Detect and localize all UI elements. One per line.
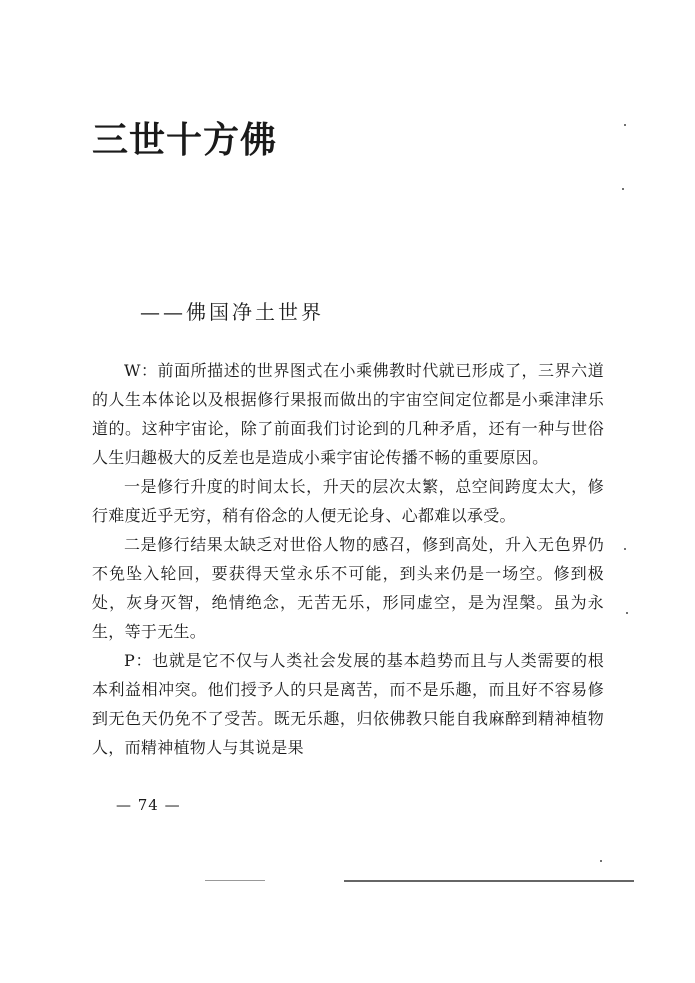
paragraph: 二是修行结果太缺乏对世俗人物的感召，修到高处，升入无色界仍不免坠入轮回，要获得天堂永乐不可能，到头来仍是一场空。修到极处，灰身灭智，绝情绝念，无苦无乐，形同虚空，是为涅槃。虽为永生，等于无生。 [92, 535, 604, 641]
body-text [92, 356, 604, 762]
scan-line [344, 880, 634, 882]
chapter-subtitle: ——佛国净土世界 [140, 300, 324, 324]
scan-line [205, 880, 265, 881]
scan-speck [624, 548, 626, 550]
page-number: — 74 — [116, 796, 181, 814]
paragraph: P：也就是它不仅与人类社会发展的基本趋势而且与人类需要的根本利益相冲突。他们授予人的只是离苦，而不是乐趣，而且好不容易修到无色天仍免不了受苦。既无乐趣，归依佛教只能自我麻醉到精神植物人，而精神植物人与其说是果 [92, 651, 604, 757]
paragraph: W：前面所描述的世界图式在小乘佛教时代就已形成了，三界六道的人生本体论以及根据修行果报而做出的宇宙空间定位都是小乘津津乐道的。这种宇宙论，除了前面我们讨论到的几种矛盾，还有一种与世俗人生归趣极大的反差也是造成小乘宇宙论传播不畅的重要原因。 [92, 361, 604, 467]
chapter-title: 三世十方佛 [92, 120, 278, 161]
scan-speck [600, 860, 602, 862]
scan-speck [626, 612, 628, 614]
paragraph: 一是修行升度的时间太长，升天的层次太繁，总空间跨度太大，修行难度近乎无穷，稍有俗念的人便无论身、心都难以承受。 [92, 477, 604, 525]
scan-speck [624, 124, 626, 126]
scan-speck [622, 188, 624, 190]
